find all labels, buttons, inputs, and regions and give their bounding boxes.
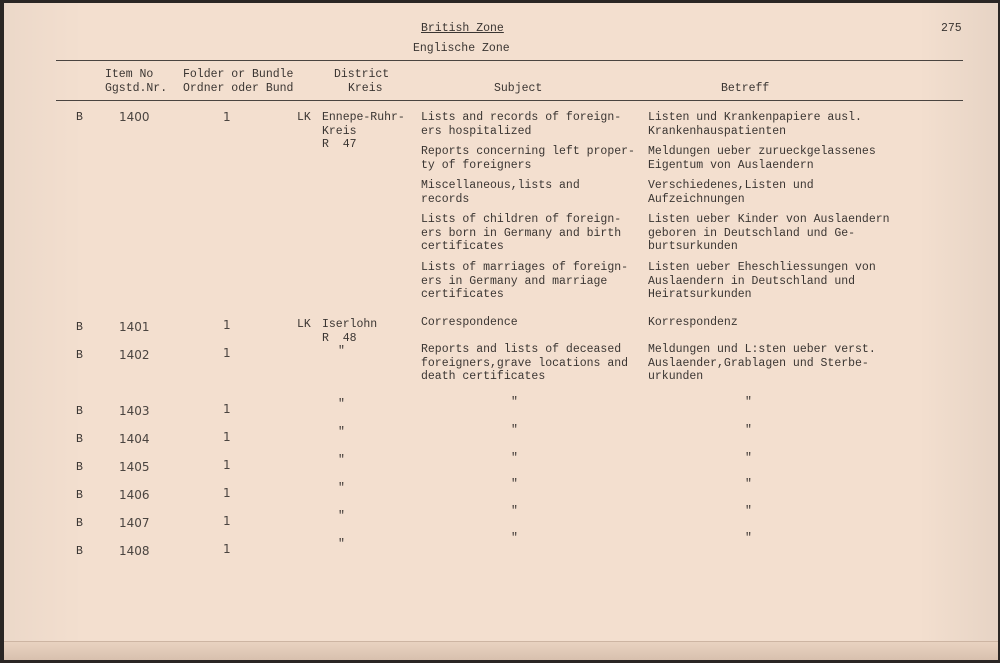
col-betreff: Betreff [721,82,770,95]
folder-number: 1 [223,346,231,360]
subject: " [511,396,518,409]
district: " [338,510,345,523]
row-letter: B [76,111,83,124]
betreff: Listen ueber Kinder von Auslaendern geboren in Deutschland und Ge- burtsurkunden [648,213,890,253]
row-letter: B [76,349,83,362]
betreff: " [745,505,752,518]
district: " [338,538,345,551]
subject: Reports concerning left proper- ty of foreigners [421,145,635,172]
page-number: 275 [941,22,962,35]
col-district-en: District [334,68,390,81]
betreff: " [745,452,752,465]
row-letter: B [76,433,83,446]
item-number: 1403 [119,404,150,418]
page-subtitle: Englische Zone [413,42,510,55]
betreff: Listen und Krankenpapiere ausl. Krankenhauspatienten [648,111,862,138]
item-number: 1402 [119,348,150,362]
folder-number: 1 [223,542,231,556]
subject: " [511,424,518,437]
district: " [338,454,345,467]
item-number: 1405 [119,460,150,474]
item-number: 1401 [119,320,150,334]
district: Iserlohn R 48 [322,318,378,345]
betreff: Korrespondenz [648,316,738,329]
district: " [338,426,345,439]
betreff: " [745,478,752,491]
item-number: 1407 [119,516,150,530]
page-binding-edge [4,641,998,660]
district: " [338,398,345,411]
folder-number: 1 [223,458,231,472]
item-number: 1406 [119,488,150,502]
lk-label: LK [297,318,311,331]
col-subject: Subject [494,82,543,95]
item-number: 1408 [119,544,150,558]
subject: " [511,532,518,545]
col-folder-de: Ordner oder Bund [183,82,294,95]
folder-number: 1 [223,110,231,124]
page-title: British Zone [421,22,504,35]
row-letter: B [76,321,83,334]
subject: " [511,505,518,518]
archive-page [4,3,998,660]
district: " [338,345,345,358]
subject: Lists and records of foreign- ers hospitalized [421,111,622,138]
row-letter: B [76,545,83,558]
betreff: " [745,396,752,409]
betreff: Meldungen und L:sten ueber verst. Auslaender,Grablagen und Sterbe- urkunden [648,343,876,383]
lk-label: LK [297,111,311,124]
folder-number: 1 [223,486,231,500]
subject: " [511,452,518,465]
header-bottom-rule [56,100,963,101]
subject: Lists of marriages of foreign- ers in Germany and marriage certificates [421,261,629,301]
item-number: 1400 [119,110,150,124]
item-number: 1404 [119,432,150,446]
district: Ennepe-Ruhr- Kreis R 47 [322,111,405,151]
col-item-no-en: Item No [105,68,154,81]
betreff: Meldungen ueber zurueckgelassenes Eigentum von Auslaendern [648,145,876,172]
betreff: " [745,532,752,545]
district: " [338,482,345,495]
row-letter: B [76,461,83,474]
folder-number: 1 [223,430,231,444]
subject: Lists of children of foreign- ers born in Germany and birth certificates [421,213,622,253]
folder-number: 1 [223,514,231,528]
subject: Miscellaneous,lists and records [421,179,580,206]
subject: " [511,478,518,491]
folder-number: 1 [223,402,231,416]
subject: Correspondence [421,316,518,329]
betreff: " [745,424,752,437]
row-letter: B [76,489,83,502]
col-district-de: Kreis [348,82,383,95]
folder-number: 1 [223,318,231,332]
row-letter: B [76,405,83,418]
header-top-rule [56,60,963,61]
col-item-no-de: Ggstd.Nr. [105,82,168,95]
subject: Reports and lists of deceased foreigners,grave locations and death certificates [421,343,629,383]
betreff: Verschiedenes,Listen und Aufzeichnungen [648,179,814,206]
col-folder-en: Folder or Bundle [183,68,294,81]
row-letter: B [76,517,83,530]
betreff: Listen ueber Eheschliessungen von Auslaendern in Deutschland und Heiratsurkunden [648,261,876,301]
